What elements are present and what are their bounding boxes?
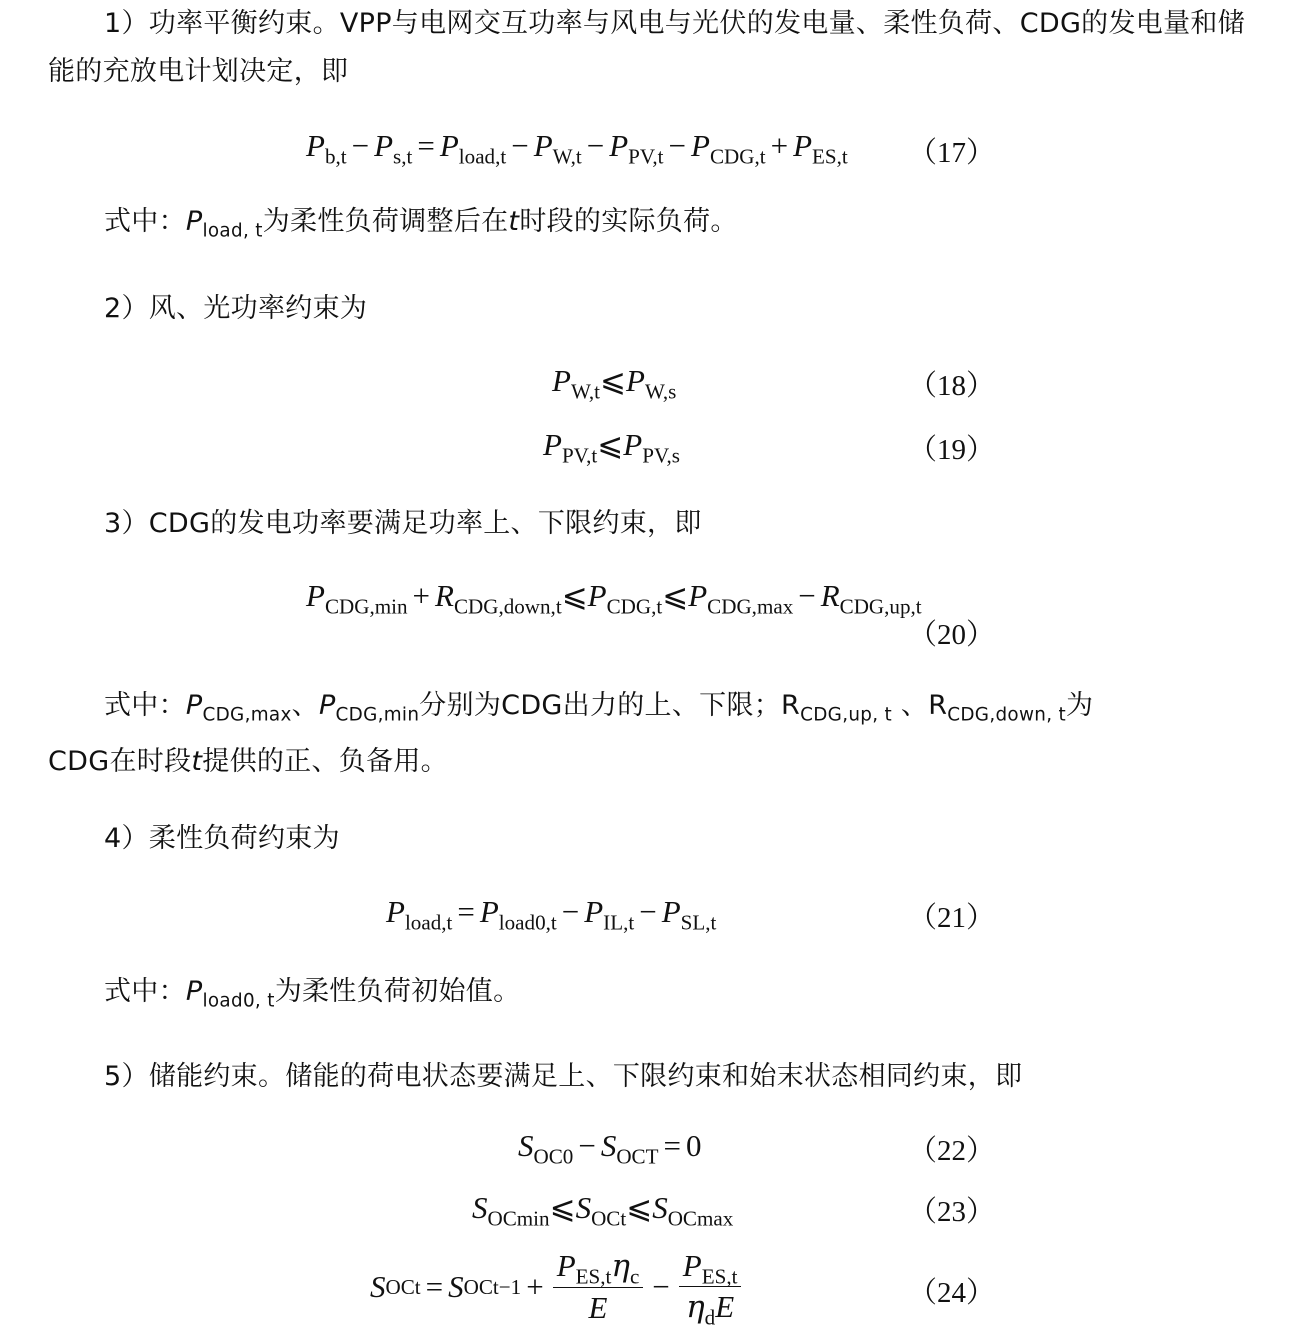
- equation-number-22: （22）: [908, 1135, 996, 1167]
- equation-23: $S_{OCmin}⩽S_{OCt}⩽S_{OCmax}$: [472, 1190, 734, 1231]
- paragraph-wind-pv-constraint: 2）风、光功率约束为: [104, 293, 368, 324]
- equation-17: $P_{b,t} - P_{s,t} = P_{load,t} - P_{W,t} - P_{PV,t} - P_{CDG,t} + P_{ES,t}$: [306, 128, 848, 169]
- paragraph-power-balance: 1）功率平衡约束。VPP与电网交互功率与风电与光伏的发电量、柔性负荷、CDG的发电量和储能的充放电计划决定，即: [48, 8, 1245, 87]
- paragraph-cdg-definition: 式中：$P_{CDG,max}$、$P_{CDG,min}$分别为CDG出力的上、下限；$R_{CDG,up, t}$ 、$R_{CDG,down, t}$为: [104, 690, 1094, 726]
- equation-number-24: （24）: [908, 1277, 996, 1309]
- paragraph-cdg-constraint: 3）CDG的发电功率要满足功率上、下限约束，即: [104, 508, 702, 539]
- equation-19: $P_{PV,t}⩽P_{PV,s}$: [543, 427, 680, 468]
- equation-number-18: （18）: [908, 370, 996, 402]
- equation-18: $P_{W,t}⩽P_{W,s}$: [552, 363, 677, 404]
- paragraph-pload-definition: 式中：$P_{load, t}$为柔性负荷调整后在t时段的实际负荷。: [104, 206, 738, 242]
- equation-21: $P_{load,t} = P_{load0,t} - P_{IL,t} - P_{SL,t}$: [386, 894, 717, 935]
- paragraph-pload0-definition: 式中：$P_{load0, t}$为柔性负荷初始值。: [104, 976, 521, 1012]
- equation-number-20: （20）: [908, 619, 996, 651]
- fraction-charge: $\frac{P_{ES,t}\eta_c}{E}$: [553, 1248, 644, 1325]
- fraction-discharge: $\frac{P_{ES,t}}{\eta_dE}$: [679, 1248, 742, 1325]
- equation-number-17: （17）: [908, 137, 996, 169]
- paragraph-flexible-load-constraint: 4）柔性负荷约束为: [104, 823, 340, 854]
- paragraph-cdg-definition-line2: CDG在时段t提供的正、负备用。: [48, 746, 448, 777]
- equation-number-19: （19）: [908, 434, 996, 466]
- equation-22: $S_{OC0} - S_{OCT} = 0$: [518, 1128, 702, 1169]
- paragraph-storage-constraint: 5）储能约束。储能的荷电状态要满足上、下限约束和始末状态相同约束，即: [104, 1061, 1023, 1092]
- equation-number-23: （23）: [908, 1196, 996, 1228]
- equation-number-21: （21）: [908, 902, 996, 934]
- equation-20: $P_{CDG,min}$ + $R_{CDG,down,t}⩽P_{CDG,t}⩽P_{CDG,max} - R_{CDG,up,t}$: [306, 578, 922, 619]
- equation-24: S OCt = S OCt−1 + $\frac{P_{ES,t}\eta_c}{E}$ − $\frac{P_{ES,t}}{\eta_dE}$: [370, 1248, 745, 1325]
